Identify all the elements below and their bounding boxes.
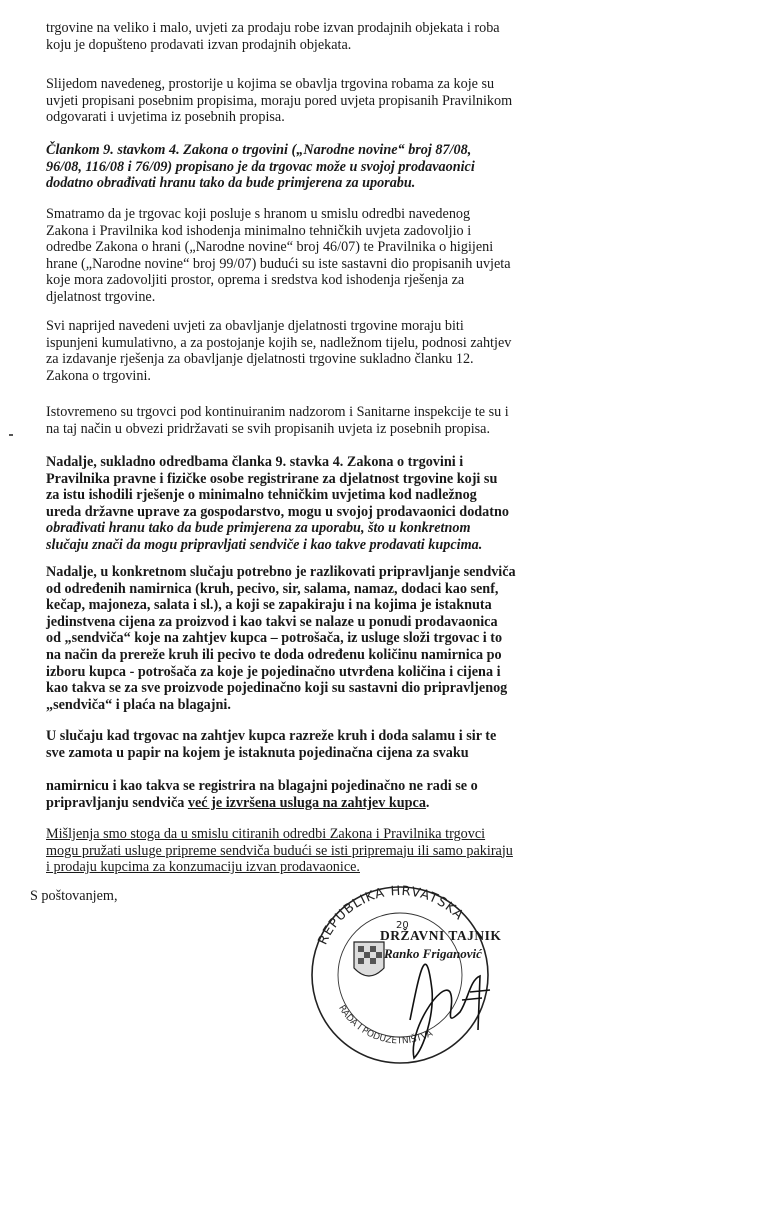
signatory-name: Ranko Friganović (384, 946, 482, 961)
text-line: Smatramo da je trgovac koji posluje s hranom u smislu odredbi navedenog (46, 206, 471, 222)
seal-ring-text: REPUBLIKA HRVATSKA (315, 883, 467, 948)
text-line: U slučaju kad trgovac na zahtjev kupca razreže kruh i doda salamu i sir te (46, 728, 497, 744)
text-line: odredbe Zakona o hrani („Narodne novine“ broj 46/07) te Pravilnika o higijeni (46, 239, 494, 256)
handwritten-signature (410, 964, 490, 1058)
text-line: kao takva se za sve proizvode pojedinačno koji su sastavni dio pripravljenog (46, 680, 508, 697)
paragraph-3 (46, 142, 530, 192)
text-line: ureda državne uprave za gospodarstvo, mogu u svojoj prodavaonici dodatno (46, 503, 509, 520)
text-line: Člankom 9. stavkom 4. Zakona o trgovini („Narodne novine“ broj 87/08, (46, 142, 472, 158)
text-line: Istovremeno su trgovci pod kontinuiranim nadzorom i Sanitarne inspekcije te su i (46, 404, 509, 420)
paragraph-6 (46, 404, 530, 437)
text-line: Nadalje, u konkretnom slučaju potrebno je razlikovati pripravljanje sendviča (46, 564, 516, 580)
paragraph-11 (46, 826, 530, 876)
text-line: „sendviča“ i plaća na blagajni. (46, 696, 231, 713)
text-line: odgovarati i uvjetima iz posebnih propisa. (46, 109, 285, 126)
text-segment: pripravljanju sendviča (46, 794, 188, 811)
text-line: kečap, majoneza, salata i sl.), a koji se zapakiraju i na kojima je istaknuta (46, 597, 492, 614)
text-line: od određenih namirnica (kruh, pecivo, sir, salama, namaz, dodaci kao senf, (46, 580, 499, 597)
text-line: na način da prereže kruh ili pecivo te doda određenu količinu namirnica po (46, 646, 502, 663)
text-line: sve zamota u papir na kojem je istaknuta pojedinačna cijena za svaku (46, 744, 469, 761)
paragraph-4 (46, 206, 530, 306)
text-line: obrađivati hranu tako da bude primjerena za uporabu, što u konkretnom (46, 520, 471, 537)
seal-lower-text: RADA I PODUZETNIŠTVA (336, 1003, 435, 1047)
text-line (46, 795, 530, 812)
text-line: mogu pružati usluge pripreme sendviča budući se isti pripremaju ili samo pakiraju (46, 842, 513, 859)
official-seal (292, 880, 532, 1070)
text-line: Zakona i Pravilnika kod ishodenja minimalno tehničkih uvjeta zadovoljio i (46, 222, 472, 239)
paragraph-9 (46, 728, 530, 761)
margin-mark (9, 434, 13, 436)
paragraph-7 (46, 454, 530, 554)
text-line: trgovine na veliko i malo, uvjeti za prodaju robe izvan prodajnih objekata i roba (46, 20, 500, 36)
text-line: koju je dopušteno prodavati izvan prodajnih objekata. (46, 36, 352, 53)
signatory-title: DRŽAVNI TAJNIK (380, 928, 502, 943)
text-line: uvjeti propisani posebnim propisima, moraju pored uvjeta propisanih Pravilnikom (46, 92, 513, 109)
text-line: Zakona o trgovini. (46, 367, 151, 384)
text-segment: . (425, 794, 430, 811)
text-line: i prodaju kupcima za konzumaciju izvan prodavaonice. (46, 859, 360, 876)
text-line: dodatno obrađivati hranu tako da bude primjerena za uporabu. (46, 175, 416, 192)
paragraph-1 (46, 20, 530, 53)
text-line: jedinstvena cijena za proizvod i kao takvi se nalaze u ponudi prodavaonica (46, 613, 498, 630)
text-line: Slijedom navedeneg, prostorije u kojima se obavlja trgovina robama za koje su (46, 76, 495, 92)
text-line: od „sendviča“ koje na zahtjev kupca – potrošača, iz usluge složi trgovac i to (46, 630, 503, 647)
text-line: izboru kupca - potrošača za koje je pojedinačno utvrđena količina i cijena i (46, 663, 501, 680)
paragraph-5 (46, 318, 530, 384)
text-line: namirnicu i kao takva se registrira na blagajni pojedinačno ne radi se o (46, 778, 478, 794)
text-line: za izdavanje rješenja za obavljanje djelatnosti trgovine sukladno članku 12. (46, 351, 474, 368)
underlined-text: već je izvršena usluga na zahtjev kupca (187, 794, 426, 811)
paragraph-10 (46, 778, 530, 811)
text-line: Nadalje, sukladno odredbama članka 9. stavka 4. Zakona o trgovini i (46, 454, 464, 470)
text-line: ispunjeni kumulativno, a za postojanje kojih se, nadležnom tijelu, podnosi zahtjev (46, 334, 512, 351)
text-line: za istu ishodili rješenje o minimalno tehničkim uvjetima kod nadležnog (46, 487, 477, 504)
text-line: hrane („Narodne novine“ broj 99/07) budući su iste sastavni dio propisanih uvjeta (46, 255, 511, 272)
paragraph-8 (46, 564, 530, 713)
paragraph-2 (46, 76, 530, 126)
text-line: 96/08, 116/08 i 76/09) propisano je da trgovac može u svojoj prodavaonici (46, 158, 475, 175)
text-line: na taj način u obvezi pridržavati se svih propisanih uvjeta iz posebnih propisa. (46, 420, 491, 437)
closing-salutation: S poštovanjem, (30, 888, 118, 904)
text-line: djelatnost trgovine. (46, 288, 156, 305)
text-line: slučaju znači da mogu pripravljati sendviče i kao takve prodavati kupcima. (46, 536, 483, 553)
text-line: koje mora zadovoljiti prostor, oprema i sredstva kod ishodenja rješenja za (46, 272, 465, 289)
text-line: Svi naprijed navedeni uvjeti za obavljanje djelatnosti trgovine moraju biti (46, 318, 464, 334)
text-line: Pravilnika pravne i fizičke osobe registrirane za djelatnost trgovine koji su (46, 470, 498, 487)
seal-number: 20 (396, 920, 409, 931)
text-line: Mišljenja smo stoga da u smislu citiranih odredbi Zakona i Pravilnika trgovci (46, 826, 486, 842)
